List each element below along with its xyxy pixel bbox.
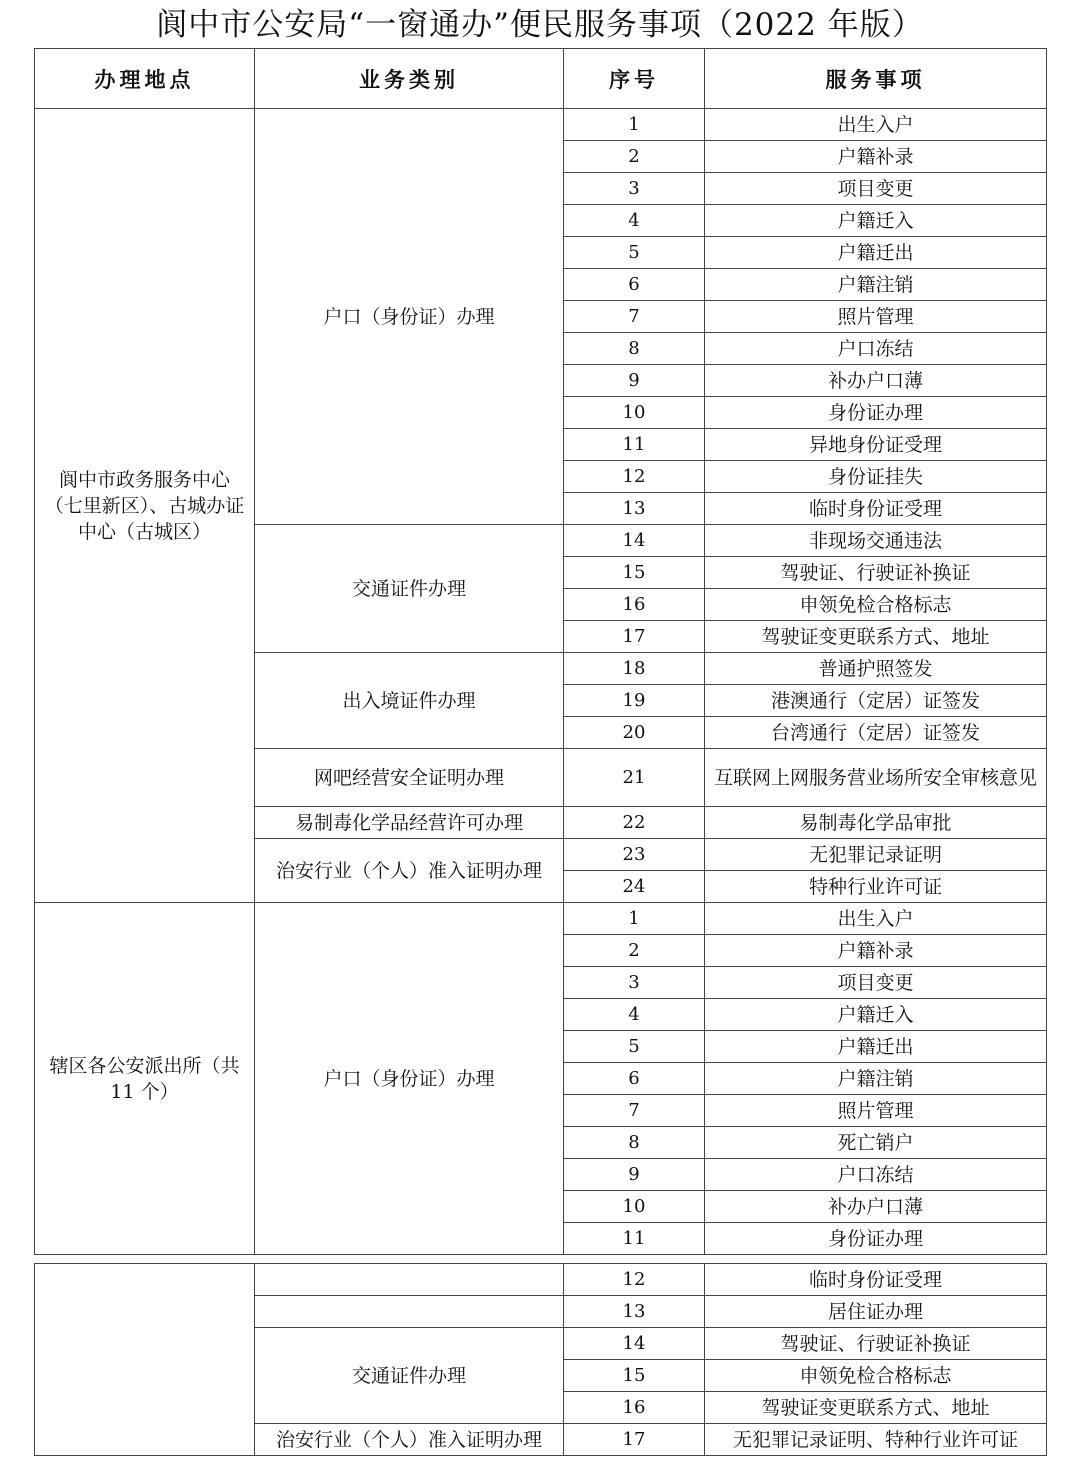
services-table	[34, 48, 1047, 1255]
category-hukou-stations: 户口（身份证）办理	[255, 903, 564, 1255]
category-blank	[255, 1296, 564, 1328]
row-number: 3	[564, 173, 705, 205]
service-item: 补办户口薄	[705, 1191, 1047, 1223]
service-item: 补办户口薄	[705, 365, 1047, 397]
service-item: 出生入户	[705, 903, 1047, 935]
row-number: 14	[564, 525, 705, 557]
service-item: 照片管理	[705, 1095, 1047, 1127]
header-number: 序号	[564, 49, 705, 109]
row-number: 17	[564, 1424, 705, 1456]
row-number: 8	[564, 1127, 705, 1159]
category-netcafe: 网吧经营安全证明办理	[255, 749, 564, 807]
service-item: 港澳通行（定居）证签发	[705, 685, 1047, 717]
service-item: 申领免检合格标志	[705, 1360, 1047, 1392]
service-item: 普通护照签发	[705, 653, 1047, 685]
category-security: 治安行业（个人）准入证明办理	[255, 839, 564, 903]
location-center: 阆中市政务服务中心（七里新区）、古城办证中心（古城区）	[35, 109, 255, 903]
row-number: 16	[564, 1392, 705, 1424]
row-number: 4	[564, 999, 705, 1031]
category-traffic: 交通证件办理	[255, 525, 564, 653]
row-number: 14	[564, 1328, 705, 1360]
service-item: 临时身份证受理	[705, 493, 1047, 525]
row-number: 4	[564, 205, 705, 237]
service-item: 户口冻结	[705, 1159, 1047, 1191]
service-item: 无犯罪记录证明、特种行业许可证	[705, 1424, 1047, 1456]
service-item: 户籍迁入	[705, 999, 1047, 1031]
row-number: 7	[564, 301, 705, 333]
row-number: 13	[564, 493, 705, 525]
row-number: 3	[564, 967, 705, 999]
service-item: 互联网上网服务营业场所安全审核意见	[705, 749, 1047, 807]
row-number: 20	[564, 717, 705, 749]
header-location: 办理地点	[35, 49, 255, 109]
service-item: 无犯罪记录证明	[705, 839, 1047, 871]
service-item: 驾驶证变更联系方式、地址	[705, 1392, 1047, 1424]
service-item: 驾驶证变更联系方式、地址	[705, 621, 1047, 653]
row-number: 1	[564, 109, 705, 141]
table-row	[35, 1264, 1047, 1296]
row-number: 21	[564, 749, 705, 807]
row-number: 15	[564, 1360, 705, 1392]
service-item: 项目变更	[705, 967, 1047, 999]
service-item: 户籍迁出	[705, 237, 1047, 269]
header-category: 业务类别	[255, 49, 564, 109]
row-number: 9	[564, 365, 705, 397]
service-item: 户籍迁出	[705, 1031, 1047, 1063]
category-blank	[255, 1264, 564, 1296]
row-number: 9	[564, 1159, 705, 1191]
category-exit-entry: 出入境证件办理	[255, 653, 564, 749]
service-item: 项目变更	[705, 173, 1047, 205]
category-traffic-continued: 交通证件办理	[255, 1328, 564, 1424]
row-number: 22	[564, 807, 705, 839]
service-item: 户籍补录	[705, 141, 1047, 173]
category-hukou: 户口（身份证）办理	[255, 109, 564, 525]
row-number: 15	[564, 557, 705, 589]
table-row	[35, 903, 1047, 935]
service-item: 照片管理	[705, 301, 1047, 333]
row-number: 6	[564, 269, 705, 301]
table-row	[35, 109, 1047, 141]
row-number: 24	[564, 871, 705, 903]
row-number: 10	[564, 1191, 705, 1223]
services-table-continued	[34, 1263, 1047, 1456]
row-number: 13	[564, 1296, 705, 1328]
service-item: 异地身份证受理	[705, 429, 1047, 461]
row-number: 12	[564, 1264, 705, 1296]
service-item: 居住证办理	[705, 1296, 1047, 1328]
row-number: 8	[564, 333, 705, 365]
service-item: 户口冻结	[705, 333, 1047, 365]
service-item: 非现场交通违法	[705, 525, 1047, 557]
row-number: 10	[564, 397, 705, 429]
service-item: 户籍注销	[705, 1063, 1047, 1095]
service-item: 户籍迁入	[705, 205, 1047, 237]
row-number: 16	[564, 589, 705, 621]
row-number: 19	[564, 685, 705, 717]
service-item: 特种行业许可证	[705, 871, 1047, 903]
row-number: 5	[564, 237, 705, 269]
row-number: 5	[564, 1031, 705, 1063]
row-number: 11	[564, 1223, 705, 1255]
service-item: 出生入户	[705, 109, 1047, 141]
service-item: 身份证挂失	[705, 461, 1047, 493]
header-service: 服务事项	[705, 49, 1047, 109]
location-stations: 辖区各公安派出所（共11 个）	[35, 903, 255, 1255]
service-item: 临时身份证受理	[705, 1264, 1047, 1296]
service-item: 易制毒化学品审批	[705, 807, 1047, 839]
row-number: 7	[564, 1095, 705, 1127]
row-number: 2	[564, 141, 705, 173]
service-item: 身份证办理	[705, 397, 1047, 429]
service-item: 申领免检合格标志	[705, 589, 1047, 621]
row-number: 18	[564, 653, 705, 685]
row-number: 6	[564, 1063, 705, 1095]
service-item: 户籍补录	[705, 935, 1047, 967]
service-item: 户籍注销	[705, 269, 1047, 301]
row-number: 23	[564, 839, 705, 871]
service-item: 驾驶证、行驶证补换证	[705, 557, 1047, 589]
page-title: 阆中市公安局“一窗通办”便民服务事项（2022 年版）	[156, 7, 924, 43]
category-security-continued: 治安行业（个人）准入证明办理	[255, 1424, 564, 1456]
service-item: 驾驶证、行驶证补换证	[705, 1328, 1047, 1360]
service-item: 台湾通行（定居）证签发	[705, 717, 1047, 749]
service-item: 身份证办理	[705, 1223, 1047, 1255]
header-row	[35, 49, 1047, 109]
row-number: 1	[564, 903, 705, 935]
row-number: 12	[564, 461, 705, 493]
row-number: 17	[564, 621, 705, 653]
service-item: 死亡销户	[705, 1127, 1047, 1159]
row-number: 2	[564, 935, 705, 967]
category-chemicals: 易制毒化学品经营许可办理	[255, 807, 564, 839]
location-continued-blank	[35, 1264, 255, 1456]
row-number: 11	[564, 429, 705, 461]
